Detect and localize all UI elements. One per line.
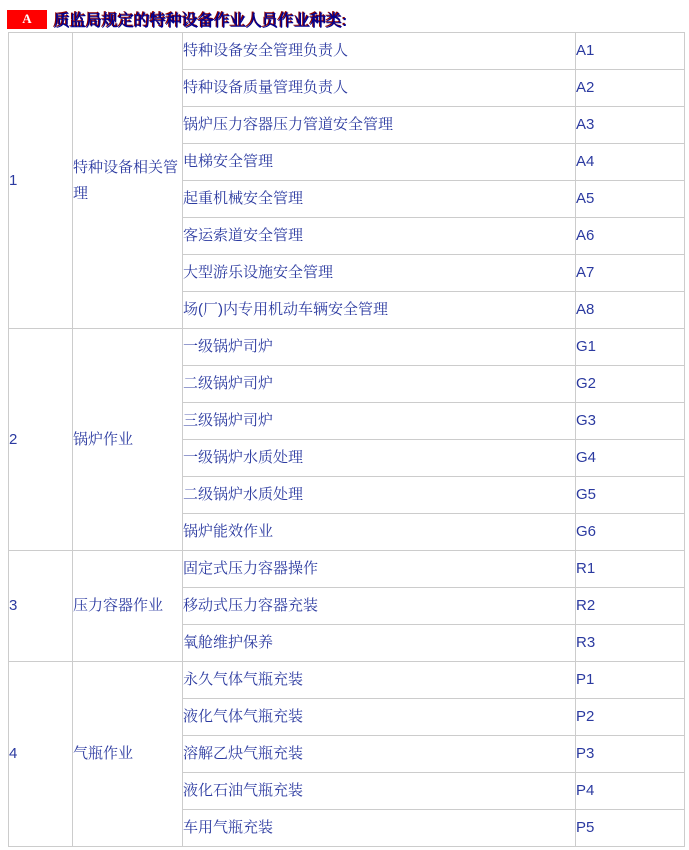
- item-code-cell: G5: [576, 477, 685, 514]
- item-code-cell: R2: [576, 588, 685, 625]
- item-name-cell: 液化气体气瓶充装: [183, 699, 576, 736]
- section-number-cell: 2: [9, 329, 73, 551]
- item-code-cell: G6: [576, 514, 685, 551]
- item-name-cell: 起重机械安全管理: [183, 181, 576, 218]
- item-code-cell: P2: [576, 699, 685, 736]
- item-name-cell: 电梯安全管理: [183, 144, 576, 181]
- item-code-cell: A4: [576, 144, 685, 181]
- category-cell: 压力容器作业: [73, 551, 183, 662]
- table-row: [9, 551, 685, 588]
- section-marker-a: A: [7, 10, 47, 29]
- item-code-cell: A7: [576, 255, 685, 292]
- item-name-cell: 大型游乐设施安全管理: [183, 255, 576, 292]
- item-code-cell: R1: [576, 551, 685, 588]
- item-code-cell: P3: [576, 736, 685, 773]
- item-code-cell: A6: [576, 218, 685, 255]
- table-row: [9, 33, 685, 70]
- page-title: [7, 9, 689, 29]
- item-name-cell: 车用气瓶充装: [183, 810, 576, 847]
- item-name-cell: 固定式压力容器操作: [183, 551, 576, 588]
- item-name-cell: 锅炉能效作业: [183, 514, 576, 551]
- item-code-cell: P1: [576, 662, 685, 699]
- item-name-cell: 移动式压力容器充装: [183, 588, 576, 625]
- item-name-cell: 溶解乙炔气瓶充装: [183, 736, 576, 773]
- item-code-cell: G2: [576, 366, 685, 403]
- item-name-cell: 一级锅炉司炉: [183, 329, 576, 366]
- item-name-cell: 锅炉压力容器压力管道安全管理: [183, 107, 576, 144]
- item-name-cell: 客运索道安全管理: [183, 218, 576, 255]
- item-code-cell: G3: [576, 403, 685, 440]
- item-code-cell: P4: [576, 773, 685, 810]
- section-number-cell: 3: [9, 551, 73, 662]
- item-name-cell: 液化石油气瓶充装: [183, 773, 576, 810]
- item-name-cell: 二级锅炉司炉: [183, 366, 576, 403]
- section-number-cell: 4: [9, 662, 73, 847]
- item-code-cell: A2: [576, 70, 685, 107]
- table-row: [9, 329, 685, 366]
- page-title-text: 质监局规定的特种设备作业人员作业种类:: [54, 12, 348, 30]
- item-name-cell: 三级锅炉司炉: [183, 403, 576, 440]
- table-row: [9, 662, 685, 699]
- item-code-cell: G4: [576, 440, 685, 477]
- section-number-cell: 1: [9, 33, 73, 329]
- item-name-cell: 特种设备安全管理负责人: [183, 33, 576, 70]
- personnel-categories-table: [8, 32, 685, 847]
- item-code-cell: P5: [576, 810, 685, 847]
- item-code-cell: A5: [576, 181, 685, 218]
- item-code-cell: A3: [576, 107, 685, 144]
- category-cell: 特种设备相关管理: [73, 33, 183, 329]
- item-name-cell: 场(厂)内专用机动车辆安全管理: [183, 292, 576, 329]
- item-code-cell: A1: [576, 33, 685, 70]
- category-cell: 锅炉作业: [73, 329, 183, 551]
- item-code-cell: A8: [576, 292, 685, 329]
- item-name-cell: 氧舱维护保养: [183, 625, 576, 662]
- item-name-cell: 特种设备质量管理负责人: [183, 70, 576, 107]
- category-cell: 气瓶作业: [73, 662, 183, 847]
- item-code-cell: G1: [576, 329, 685, 366]
- item-name-cell: 二级锅炉水质处理: [183, 477, 576, 514]
- item-code-cell: R3: [576, 625, 685, 662]
- item-name-cell: 一级锅炉水质处理: [183, 440, 576, 477]
- item-name-cell: 永久气体气瓶充装: [183, 662, 576, 699]
